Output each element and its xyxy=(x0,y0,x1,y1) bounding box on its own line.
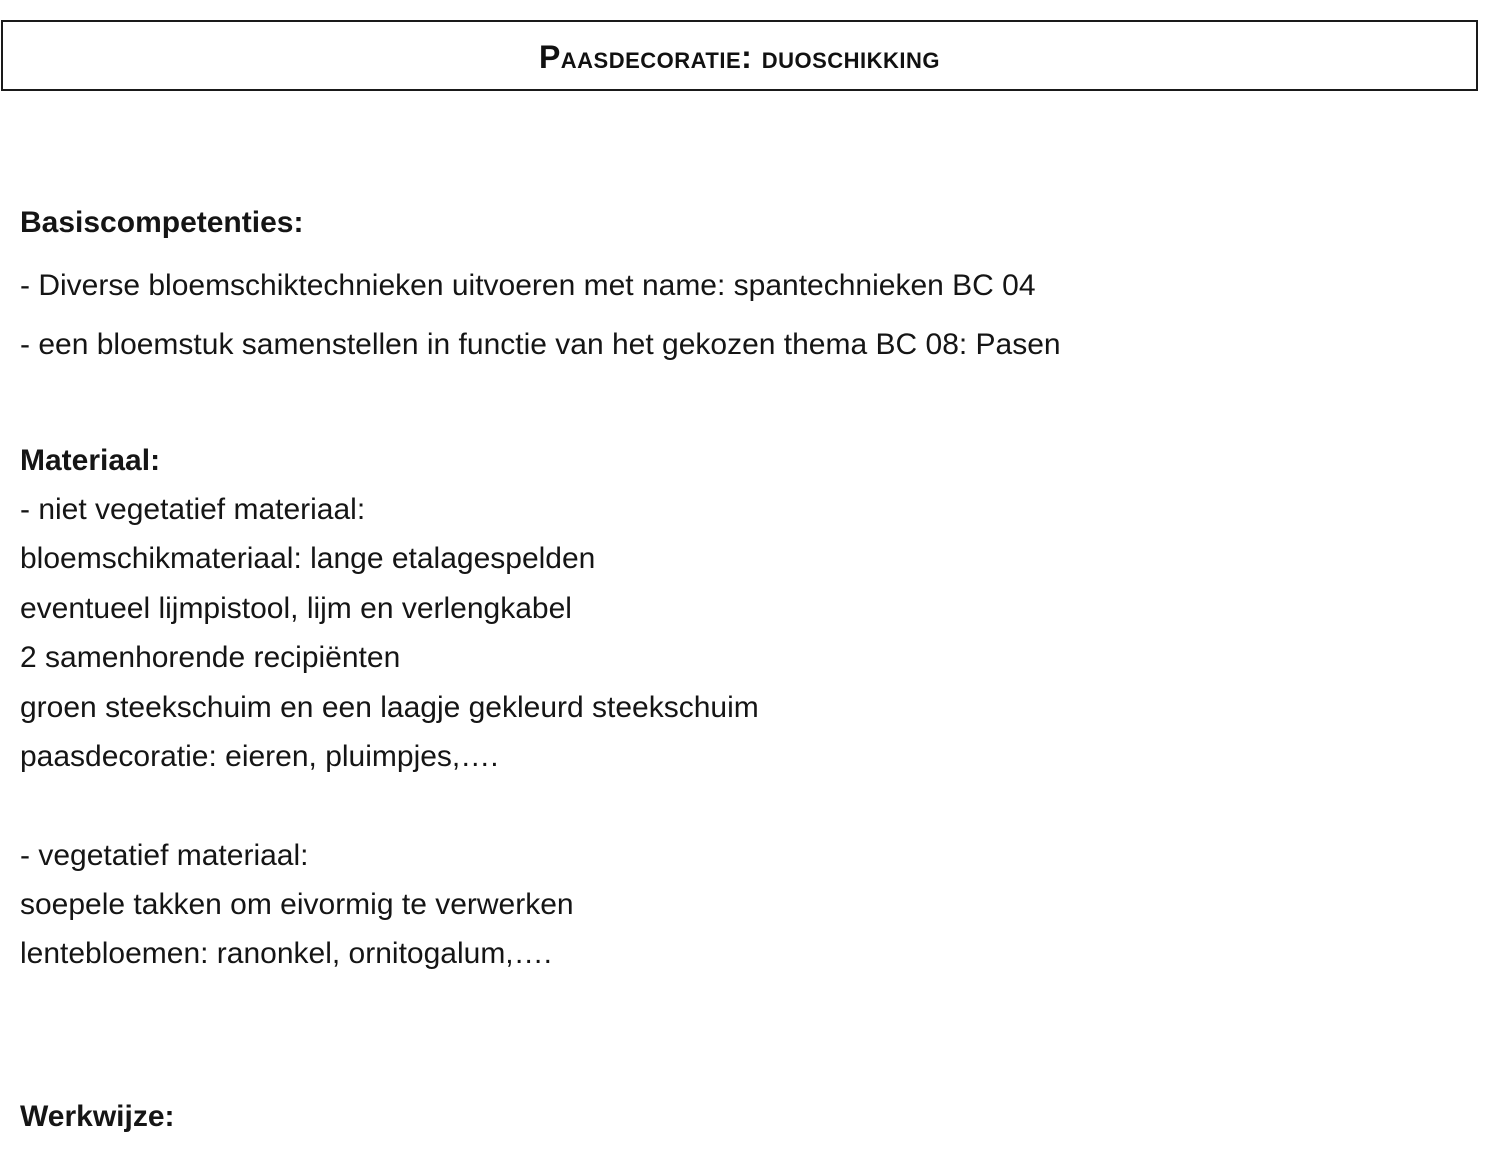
materiaal-item: lentebloemen: ranonkel, ornitogalum,…. xyxy=(20,937,552,970)
heading-basiscompetenties: Basiscompetenties: xyxy=(20,206,304,239)
competentie-item-2: - een bloemstuk samenstellen in functie van het gekozen thema BC 08: Pasen xyxy=(20,328,1061,361)
materiaal-item: eventueel lijmpistool, lijm en verlengkabel xyxy=(20,592,572,625)
title-box xyxy=(1,20,1478,91)
materiaal-item: 2 samenhorende recipiënten xyxy=(20,641,401,674)
materiaal-niet-vegetatief-label: - niet vegetatief materiaal: xyxy=(20,493,366,526)
competentie-item-1: - Diverse bloemschiktechnieken uitvoeren met name: spantechnieken BC 04 xyxy=(20,269,1036,302)
materiaal-item: soepele takken om eivormig te verwerken xyxy=(20,888,574,921)
heading-materiaal: Materiaal: xyxy=(20,444,161,477)
materiaal-item: groen steekschuim en een laagje gekleurd steekschuim xyxy=(20,691,759,724)
heading-werkwijze: Werkwijze: xyxy=(20,1100,175,1133)
materiaal-item: bloemschikmateriaal: lange etalagespelden xyxy=(20,542,596,575)
materiaal-vegetatief-label: - vegetatief materiaal: xyxy=(20,839,309,872)
materiaal-item: paasdecoratie: eieren, pluimpjes,…. xyxy=(20,740,499,773)
page-title: Paasdecoratie: duoschikking xyxy=(538,39,941,75)
